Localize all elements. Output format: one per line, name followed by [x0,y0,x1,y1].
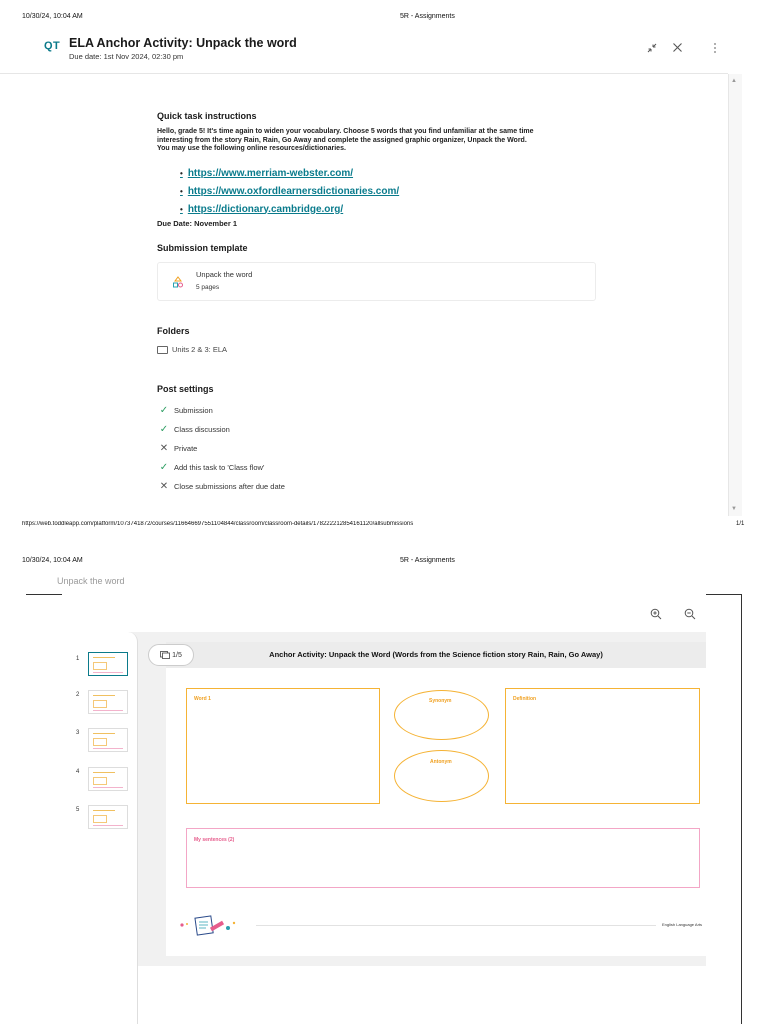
task-title: ELA Anchor Activity: Unpack the word [69,36,297,50]
setting-private [157,441,197,455]
scroll-down-icon[interactable]: ▼ [731,506,737,512]
thumbnail-page-1[interactable] [88,652,128,676]
setting-label: Close submissions after due date [174,481,285,491]
link-oxford[interactable]: https://www.oxfordlearnersdictionaries.com/ [187,185,400,197]
task-due-date: Due date: 1st Nov 2024, 02:30 pm [69,52,184,61]
thumb-number: 2 [76,692,80,698]
resource-links [180,164,399,218]
instructions-line-3: You may use the following online resources/dictionaries. [157,145,346,152]
viewer-doc-name: Unpack the word [57,576,125,586]
word-label: Word 1 [194,696,211,702]
thumbnail-page-3[interactable] [88,728,128,752]
close-icon[interactable] [672,42,683,56]
due-date-line: Due Date: November 1 [157,219,238,228]
print-timestamp: 10/30/24, 10:04 AM [22,13,83,20]
sentences-label: My sentences (2) [194,837,235,843]
pages-icon [160,651,170,659]
thumb-number: 4 [76,769,80,775]
link-merriam-webster[interactable]: https://www.merriam-webster.com/ [187,167,354,179]
antonym-label: Antonym [430,759,452,765]
thumb-number: 3 [76,730,80,736]
sentences-box [186,828,700,888]
template-shapes-icon [172,275,184,287]
cross-icon: ✕ [159,442,169,454]
divider [741,594,742,1024]
submission-template-heading: Submission template [157,243,248,253]
setting-label: Submission [174,405,213,415]
zoom-out-icon[interactable] [684,608,696,623]
synonym-ellipse [394,690,489,740]
folders-heading: Folders [157,326,190,336]
word-box [186,688,380,804]
stationery-illustration-icon [178,912,244,938]
print-page-title: 5R - Assignments [400,557,455,564]
folder-item[interactable] [157,345,227,354]
print-timestamp: 10/30/24, 10:04 AM [22,557,83,564]
footer-subject-label: English Language Arts [662,922,703,927]
task-header [0,26,728,74]
divider [26,594,62,595]
collapse-icon[interactable] [646,42,658,57]
instructions-line-2: interesting from the story Rain, Rain, Go Away and complete the assigned graphic organizer, Unpack the Word. [157,136,527,144]
doc-title: Anchor Activity: Unpack the Word (Words from the Science fiction story Rain, Rain, Go Away) [269,650,603,659]
page-url: https://web.toddleapp.com/platform/1073741872/courses/116646697551104844/classroom/classroom-details/1782222128541611​20/allsubmissions [22,521,414,527]
thumb-number: 1 [76,656,80,662]
template-page-count: 5 pages [196,284,220,291]
template-name: Unpack the word [196,270,253,279]
setting-class-flow [157,460,264,474]
link-cambridge[interactable]: https://dictionary.cambridge.org/ [187,203,344,215]
definition-box [505,688,700,804]
template-card[interactable] [157,262,596,301]
cross-icon: ✕ [159,480,169,492]
scroll-up-icon[interactable]: ▲ [731,78,737,84]
thumbnail-page-5[interactable] [88,805,128,829]
folder-label: Units 2 & 3: ELA [172,345,228,354]
zoom-in-icon[interactable] [650,608,662,623]
check-icon: ✓ [159,404,169,416]
check-icon: ✓ [159,423,169,435]
divider [706,594,742,595]
page-counter-text: 1/5 [172,651,182,659]
instructions-line-1: Hello, grade 5! It's time again to widen your vocabulary. Choose 5 words that you find unfamiliar at the same time [157,128,534,135]
thumbnail-page-2[interactable] [88,690,128,714]
footer-divider [256,925,656,926]
setting-class-discussion [157,422,230,436]
instructions-body [157,128,607,154]
link-item[interactable]: • https://www.oxfordlearnersdictionaries.com/ [180,185,400,197]
more-vertical-icon[interactable] [713,42,717,57]
link-item[interactable]: • https://dictionary.cambridge.org/ [180,203,344,215]
post-settings-heading: Post settings [157,384,214,394]
task-type-badge: QT [44,40,61,52]
print-page-title: 5R - Assignments [400,13,455,20]
thumbnail-page-4[interactable] [88,767,128,791]
scrollbar[interactable] [728,74,742,516]
setting-submission [157,403,213,417]
setting-label: Add this task to 'Class flow' [174,462,265,472]
antonym-ellipse [394,750,489,802]
thumb-number: 5 [76,807,80,813]
setting-close-submissions [157,479,285,493]
setting-label: Class discussion [174,424,230,434]
check-icon: ✓ [159,461,169,473]
definition-label: Definition [513,696,537,702]
instructions-heading: Quick task instructions [157,111,257,121]
page-number: 1/1 [736,521,745,527]
folder-icon [157,346,168,354]
thumbnail-panel [60,632,138,1024]
setting-label: Private [174,443,198,453]
document-page [166,642,706,956]
synonym-label: Synonym [429,698,452,704]
page-counter[interactable] [148,644,194,666]
link-item[interactable]: • https://www.merriam-webster.com/ [180,167,354,179]
